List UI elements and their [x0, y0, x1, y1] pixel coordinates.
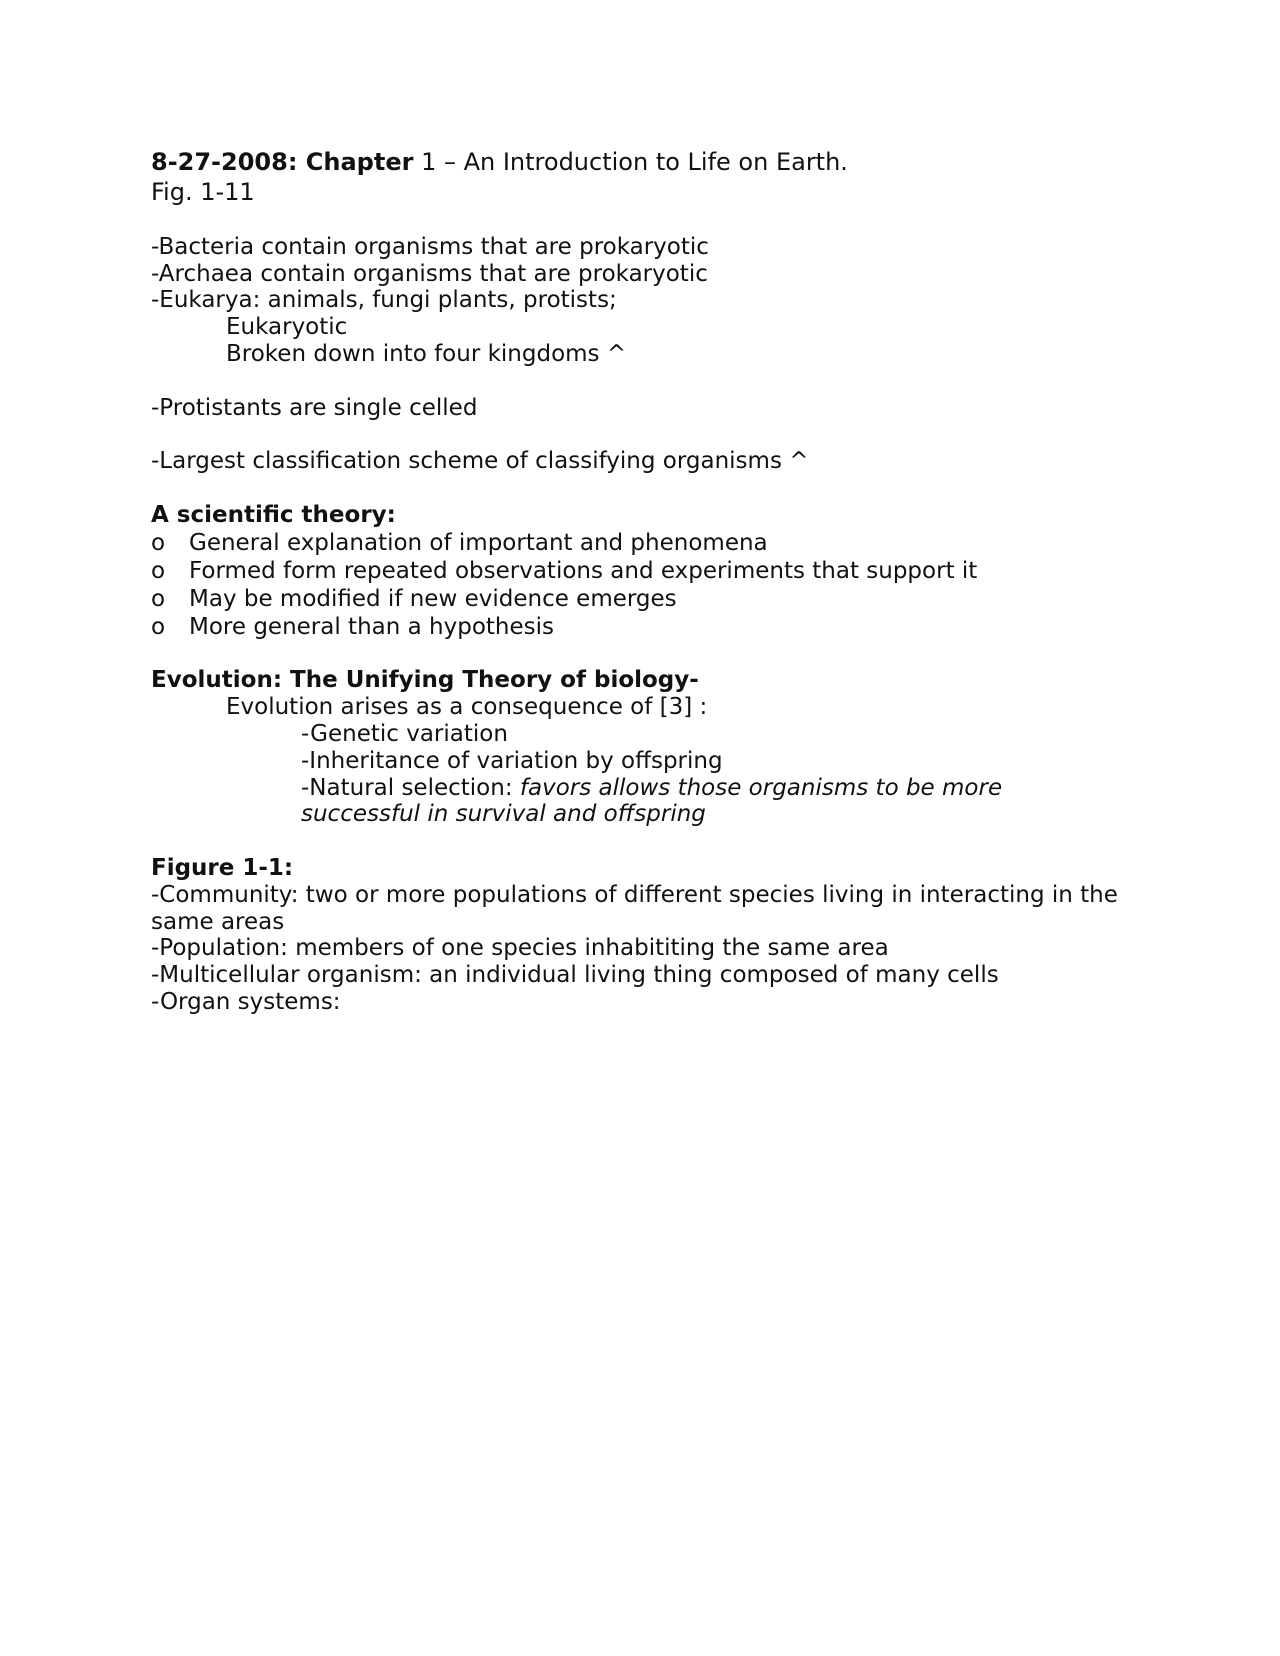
evolution-point-inheritance: -Inheritance of variation by offspring [301, 747, 723, 774]
theory-heading: A scientific theory: [151, 501, 396, 528]
selection-description-cont: successful in survival and offspring [301, 801, 706, 828]
evolution-point-genetic: -Genetic variation [301, 720, 508, 747]
selection-label: -Natural selection: [301, 774, 520, 801]
multicellular-line: -Multicellular organism: an individual living thing composed of many cells [151, 962, 999, 989]
bullet-marker: o [151, 529, 166, 556]
bullet-marker: o [151, 613, 166, 640]
bullet-marker: o [151, 557, 166, 584]
theory-bullet-list [151, 529, 1151, 641]
list-item-text: More general than a hypothesis [189, 613, 555, 640]
document-body [151, 147, 1151, 1016]
spacer [151, 368, 1151, 395]
list-item [151, 613, 1151, 641]
title-rest: 1 – An Introduction to Life on Earth. [413, 148, 848, 176]
largest-classification-line: -Largest classification scheme of classifying organisms ^ [151, 448, 809, 475]
eukarya-sub-eukaryotic: Eukaryotic [226, 314, 348, 341]
list-item [151, 529, 1151, 557]
selection-description: favors allows those organisms to be more [519, 774, 1003, 801]
list-item [151, 585, 1151, 613]
fig-reference: Fig. 1-11 [151, 178, 255, 206]
protistants-line: -Protistants are single celled [151, 394, 478, 421]
bullet-marker: o [151, 585, 166, 612]
eukarya-line: -Eukarya: animals, fungi plants, protists; [151, 287, 617, 314]
evolution-point-selection [151, 775, 1151, 802]
spacer [151, 641, 1151, 668]
archaea-line: -Archaea contain organisms that are prokaryotic [151, 260, 708, 287]
evolution-intro: Evolution arises as a consequence of [3] : [226, 694, 708, 721]
population-line: -Population: members of one species inhabititing the same area [151, 935, 889, 962]
evolution-heading: Evolution: The Unifying Theory of biology- [151, 667, 699, 694]
spacer [151, 421, 1151, 448]
eukarya-sub-kingdoms: Broken down into four kingdoms ^ [226, 340, 627, 367]
spacer [151, 207, 1151, 234]
list-item-text: May be modified if new evidence emerges [189, 585, 677, 612]
list-item-text: General explanation of important and phenomena [189, 529, 768, 556]
figure-heading: Figure 1-1: [151, 854, 294, 881]
spacer [151, 475, 1151, 502]
community-line: -Community: two or more populations of different species living in interacting in the [151, 881, 1118, 908]
title-date-chapter: 8-27-2008: Chapter [151, 148, 414, 176]
organ-systems-line: -Organ systems: [151, 988, 341, 1015]
spacer [151, 828, 1151, 855]
list-item-text: Formed form repeated observations and experiments that support it [189, 557, 978, 584]
document-title [151, 147, 1151, 177]
community-line-cont: same areas [151, 908, 285, 935]
bacteria-line: -Bacteria contain organisms that are prokaryotic [151, 233, 709, 260]
list-item [151, 557, 1151, 585]
